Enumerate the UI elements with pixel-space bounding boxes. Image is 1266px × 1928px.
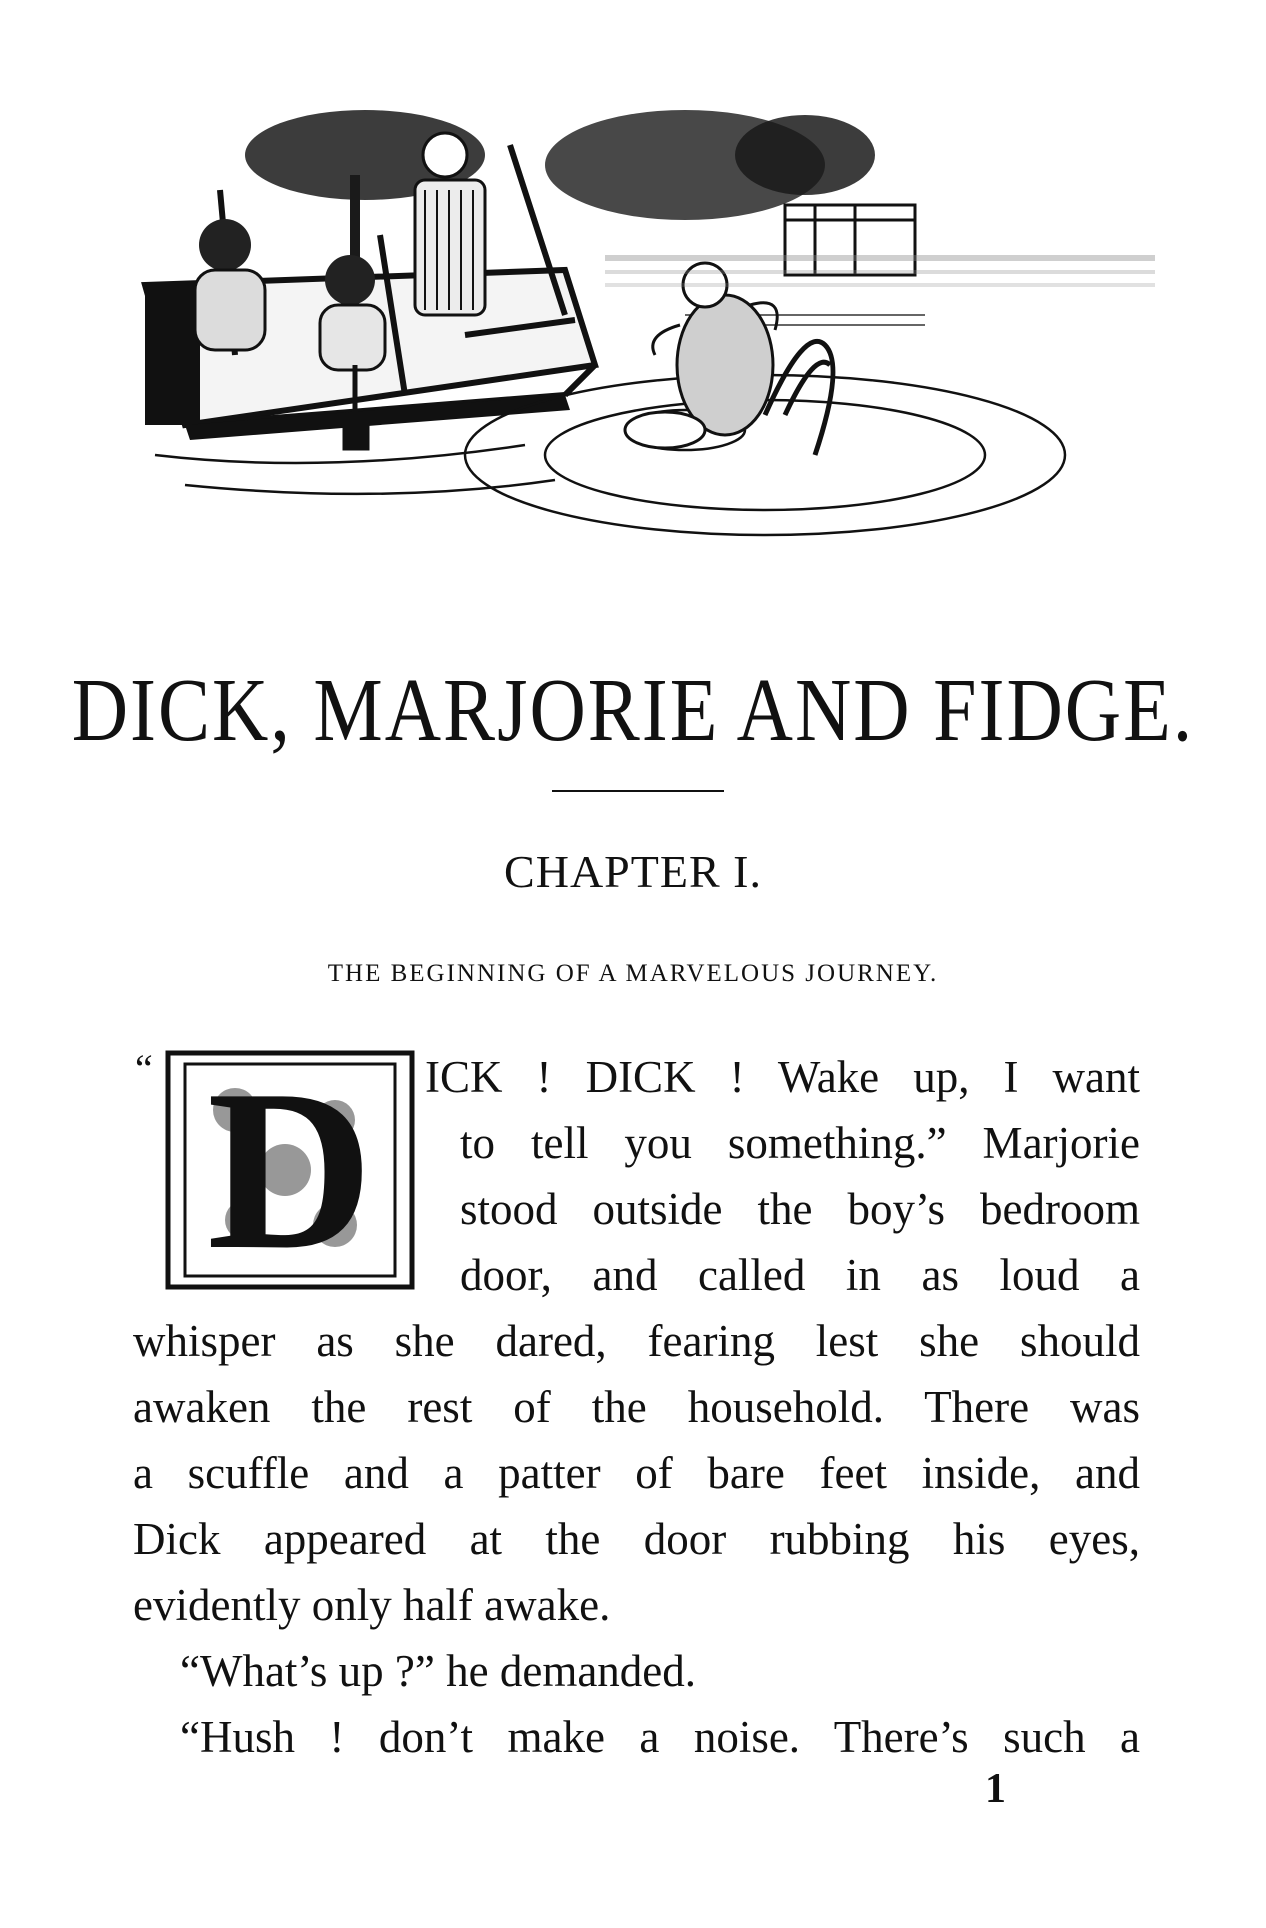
body-line: “What’s up ?” he demanded. [180,1646,697,1696]
body-line: to tell you something.” Marjorie [460,1118,1140,1168]
boat-and-dragon-illustration [125,95,1155,615]
ornamental-drop-cap [165,1042,415,1297]
body-line: whisper as she dared, fearing lest she should [133,1316,1140,1366]
body-line: ICK ! DICK ! Wake up, I want [425,1052,1140,1102]
drop-cap-letter: D [206,1042,374,1297]
chapter-heading: CHAPTER I. [504,846,762,897]
chapter-subtitle: THE BEGINNING OF A MARVELOUS JOURNEY. [327,960,939,987]
body-line: “Hush ! don’t make a noise. There’s such a [180,1712,1140,1762]
book-title: DICK, MARJORIE AND FIDGE. [71,659,1195,760]
opening-quote-mark: “ [135,1046,153,1091]
title-divider [552,790,724,792]
drop-cap-frame [165,1042,415,1297]
body-line: Dick appeared at the door rubbing his eyes, [133,1514,1140,1564]
body-line: door, and called in as loud a [460,1250,1140,1300]
body-line: a scuffle and a patter of bare feet inside, and [133,1448,1140,1498]
frontispiece-illustration [125,95,1155,615]
page-number: 1 [985,1766,1006,1812]
body-line: awaken the rest of the household. There was [133,1382,1140,1432]
body-line: evidently only half awake. [133,1580,611,1630]
body-line: stood outside the boy’s bedroom [460,1184,1140,1234]
